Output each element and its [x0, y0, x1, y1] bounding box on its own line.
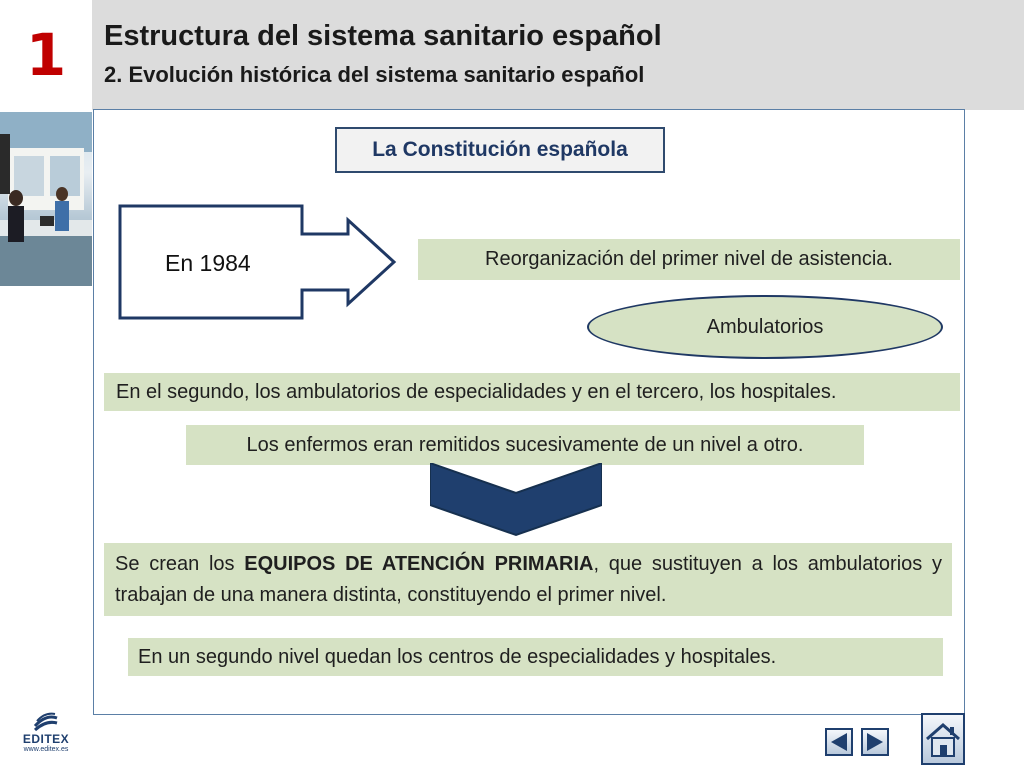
logo-name: EDITEX	[22, 732, 70, 746]
section-title: La Constitución española	[335, 127, 665, 173]
next-button[interactable]	[861, 728, 889, 756]
page-title: Estructura del sistema sanitario español	[104, 20, 662, 52]
second-level-box: En un segundo nivel quedan los centros de especialidades y hospitales.	[128, 638, 943, 676]
previous-arrow-icon	[827, 730, 851, 754]
primary-care-highlight: EQUIPOS DE ATENCIÓN PRIMARIA	[244, 553, 594, 575]
reception-photo	[0, 112, 92, 286]
primary-care-box	[104, 543, 952, 616]
primary-care-text-before: Se crean los	[115, 553, 245, 575]
next-arrow-icon	[863, 730, 887, 754]
primary-care-text-after: , que sustituyen a los ambulatorios y trabajan de una manera distinta, constituyendo el primer nivel.	[115, 553, 942, 606]
ambulatorios-ellipse: Ambulatorios	[587, 295, 943, 359]
chevron-down-icon	[430, 463, 602, 537]
header-bar	[0, 0, 1024, 110]
referral-box: Los enfermos eran remitidos sucesivamente de un nivel a otro.	[186, 425, 864, 465]
page-subtitle: 2. Evolución histórica del sistema sanitario español	[104, 62, 645, 87]
previous-button[interactable]	[825, 728, 853, 756]
reorganization-box: Reorganización del primer nivel de asistencia.	[418, 239, 960, 280]
home-icon	[923, 715, 963, 763]
editex-logo-icon	[31, 712, 61, 732]
chapter-number: 1	[0, 0, 92, 110]
levels-box: En el segundo, los ambulatorios de especialidades y en el tercero, los hospitales.	[104, 373, 960, 411]
home-button[interactable]	[921, 713, 965, 765]
year-label: En 1984	[165, 250, 251, 276]
arrow-shape	[112, 200, 402, 328]
logo-url: www.editex.es	[23, 746, 69, 753]
editex-logo	[14, 712, 78, 762]
